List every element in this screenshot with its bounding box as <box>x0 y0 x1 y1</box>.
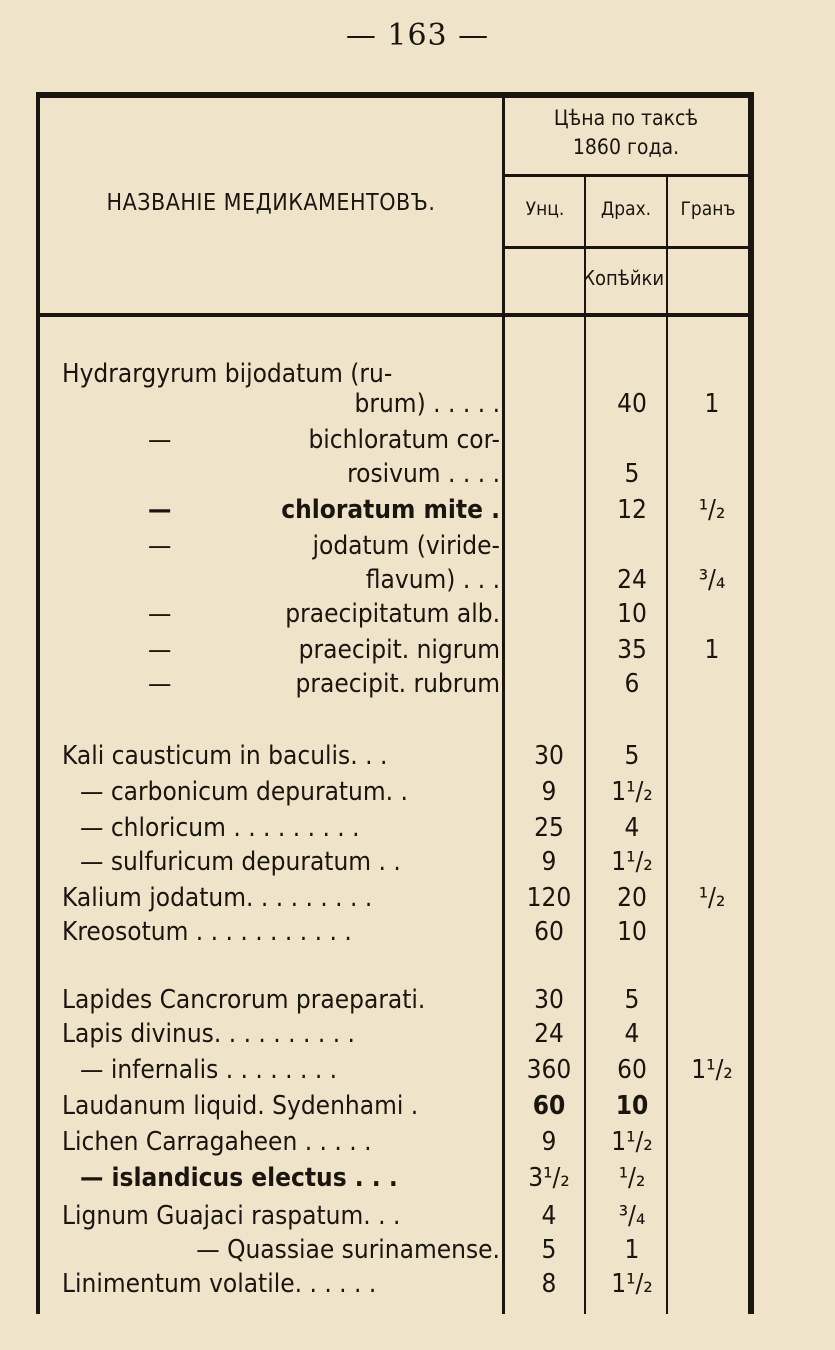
table-row <box>40 738 754 774</box>
row-unc: 360 <box>526 1055 572 1085</box>
row-name: Laudanum liquid. Sydenhami . <box>62 1091 419 1121</box>
drach-header: Драх. <box>600 198 652 220</box>
table-row <box>40 596 754 632</box>
row-name: — infernalis . . . . . . . . <box>80 1055 338 1085</box>
row-drach: 5 <box>624 459 640 489</box>
row-drach: 5 <box>624 985 640 1015</box>
row-drach: 10 <box>615 1091 649 1121</box>
row-name: — carbonicum depuratum. . <box>80 777 408 807</box>
row-dash: — <box>148 635 172 665</box>
row-name: — sulfuricum depuratum . . <box>80 847 401 877</box>
row-unc: 4 <box>541 1201 557 1231</box>
row-unc: 30 <box>534 985 564 1015</box>
row-name: chloratum mite . <box>281 495 500 525</box>
table-row <box>40 880 754 916</box>
kopeyki-header: Копѣйки. <box>582 266 670 290</box>
row-name: brum) . . . . . <box>354 389 500 419</box>
row-name: — Quassiae surinamense. <box>196 1235 500 1265</box>
row-drach: 6 <box>624 669 640 699</box>
name-column-header: НАЗВАНІЕ МЕДИКАМЕНТОВЪ. <box>106 190 436 216</box>
table-row <box>40 914 754 950</box>
row-unc: 9 <box>541 1127 557 1157</box>
gran-header: Гранъ <box>680 198 736 220</box>
price-hdr-line <box>505 174 748 177</box>
row-name: praecipit. rubrum <box>295 669 500 699</box>
row-drach: 24 <box>617 565 647 595</box>
table-row <box>40 1016 754 1052</box>
table-row <box>40 528 754 564</box>
row-drach: 1¹/₂ <box>611 1269 653 1299</box>
row-name: Kali causticum in baculis. . . <box>62 741 388 771</box>
table-row <box>40 1088 754 1124</box>
row-gran: 1 <box>704 635 720 665</box>
header-divider <box>36 313 754 317</box>
row-unc: 30 <box>534 741 564 771</box>
table-row <box>40 1124 754 1160</box>
table-row <box>40 844 754 880</box>
table-row <box>40 1232 754 1268</box>
table-row <box>40 1266 754 1302</box>
table-row <box>40 456 754 492</box>
row-unc: 60 <box>532 1091 566 1121</box>
row-name: Lapis divinus. . . . . . . . . . <box>62 1019 355 1049</box>
row-name: — chloricum . . . . . . . . . <box>80 813 360 843</box>
row-gran: 1 <box>704 389 720 419</box>
row-drach: 1¹/₂ <box>611 1127 653 1157</box>
row-gran: 1¹/₂ <box>691 1055 733 1085</box>
row-drach: 12 <box>617 495 647 525</box>
row-name: Lapides Cancrorum praeparati. <box>62 985 426 1015</box>
row-gran: ¹/₂ <box>698 883 726 913</box>
table-row <box>40 982 754 1018</box>
row-drach: ³/₄ <box>618 1201 646 1231</box>
table-row <box>40 492 754 528</box>
row-name: Linimentum volatile. . . . . . <box>62 1269 377 1299</box>
row-name: jodatum (viride- <box>312 531 500 561</box>
row-drach: 60 <box>617 1055 647 1085</box>
unc-header: Унц. <box>525 198 565 220</box>
table-row <box>40 386 754 422</box>
row-drach: 1 <box>624 1235 640 1265</box>
row-drach: 40 <box>617 389 647 419</box>
row-name: praecipit. nigrum <box>298 635 500 665</box>
row-unc: 3¹/₂ <box>528 1163 570 1193</box>
row-name: Lignum Guajaci raspatum. . . <box>62 1201 401 1231</box>
price-header-line2: 1860 года. <box>572 135 680 159</box>
row-drach: 5 <box>624 741 640 771</box>
row-name: — islandicus electus . . . <box>80 1163 398 1193</box>
row-name: Hydrargyrum bijodatum (ru- <box>62 359 393 389</box>
row-name: Lichen Carragaheen . . . . . <box>62 1127 372 1157</box>
row-dash: — <box>148 495 172 525</box>
row-dash: — <box>148 425 172 455</box>
row-unc: 9 <box>541 777 557 807</box>
table-row <box>40 1052 754 1088</box>
row-drach: 1¹/₂ <box>611 777 653 807</box>
row-dash: — <box>148 531 172 561</box>
subcol-hdr-line <box>505 246 748 249</box>
row-name: Kalium jodatum. . . . . . . . . <box>62 883 373 913</box>
row-drach: 4 <box>624 1019 640 1049</box>
page-number: — 163 — <box>345 18 490 53</box>
row-drach: ¹/₂ <box>618 1163 646 1193</box>
row-dash: — <box>148 599 172 629</box>
row-unc: 9 <box>541 847 557 877</box>
row-drach: 35 <box>617 635 647 665</box>
row-unc: 120 <box>526 883 572 913</box>
row-name: rosivum . . . . <box>347 459 500 489</box>
row-name: flavum) . . . <box>365 565 500 595</box>
row-unc: 24 <box>534 1019 564 1049</box>
table-row <box>40 562 754 598</box>
row-gran: ³/₄ <box>698 565 726 595</box>
table-row <box>40 1198 754 1234</box>
table-row <box>40 1160 754 1196</box>
row-drach: 1¹/₂ <box>611 847 653 877</box>
row-name: praecipitatum alb. <box>285 599 500 629</box>
row-unc: 25 <box>534 813 564 843</box>
row-drach: 20 <box>617 883 647 913</box>
table-row <box>40 422 754 458</box>
row-drach: 4 <box>624 813 640 843</box>
price-header-line1: Цѣна по таксѣ <box>553 106 699 130</box>
table-row <box>40 666 754 702</box>
row-dash: — <box>148 669 172 699</box>
price-header <box>506 104 746 162</box>
row-unc: 5 <box>541 1235 557 1265</box>
table-row <box>40 774 754 810</box>
row-name: bichloratum cor- <box>308 425 500 455</box>
row-gran: ¹/₂ <box>698 495 726 525</box>
row-name: Kreosotum . . . . . . . . . . . <box>62 917 352 947</box>
row-drach: 10 <box>617 917 647 947</box>
table-row <box>40 810 754 846</box>
row-drach: 10 <box>617 599 647 629</box>
row-unc: 60 <box>534 917 564 947</box>
table-row <box>40 632 754 668</box>
row-unc: 8 <box>541 1269 557 1299</box>
